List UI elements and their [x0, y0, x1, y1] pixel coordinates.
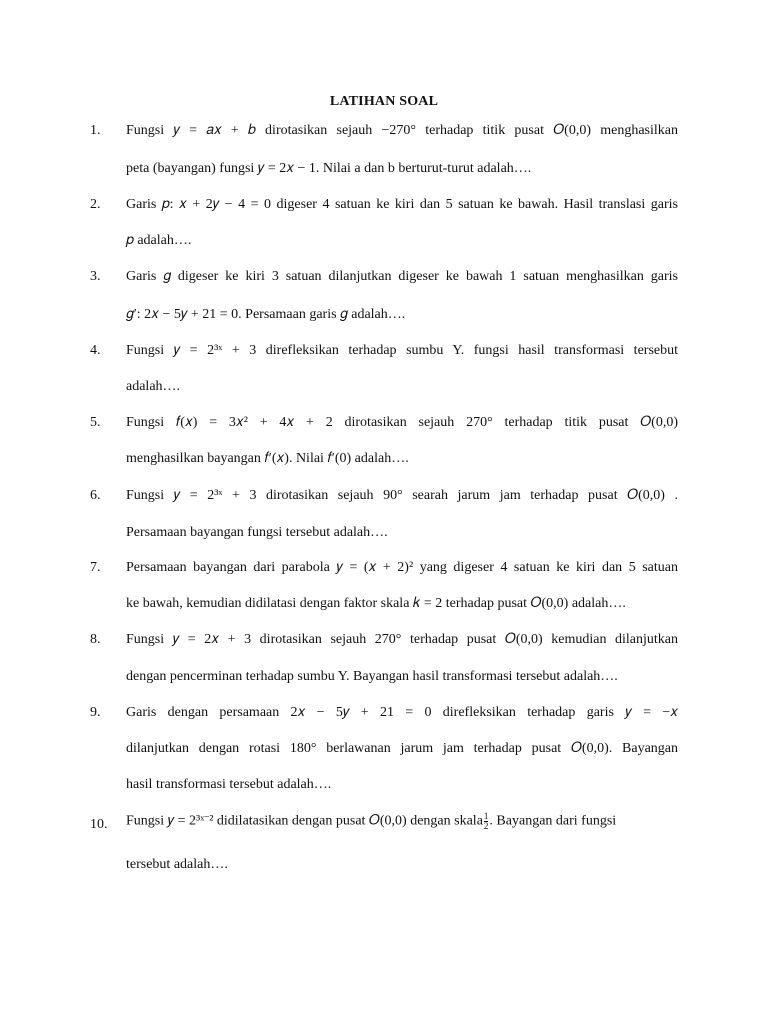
fraction-numerator: 1 [483, 811, 489, 821]
question-number: 5. [90, 415, 101, 430]
question-number: 3. [90, 269, 101, 284]
question-number: 1. [90, 123, 101, 138]
question-text-line: Fungsi 𝑓(𝑥) = 3𝑥² + 4𝑥 + 2 dirotasikan sejauh 270° terhadap titik pusat 𝑂(0,0) [126, 415, 678, 430]
question-text-line: Fungsi 𝑦 = 2³ˣ + 3 dirotasikan sejauh 90° searah jarum jam terhadap pusat 𝑂(0,0) . [126, 488, 678, 503]
question-number: 4. [90, 343, 101, 358]
question-text-segment: Fungsi 𝑦 = 2³ˣ⁻² didilatasikan dengan pusat 𝑂(0,0) dengan skala [126, 813, 483, 829]
question-number: 7. [90, 560, 101, 575]
fraction-denominator: 2 [483, 821, 489, 831]
question-number: 10. [90, 817, 108, 832]
fraction [484, 812, 489, 831]
question-text-line: peta (bayangan) fungsi 𝑦 = 2𝑥 − 1. Nilai a dan b berturut-turut adalah…. [126, 161, 532, 176]
question-text-line: Persamaan bayangan fungsi tersebut adalah…. [126, 525, 388, 540]
question-text-line: ke bawah, kemudian didilatasi dengan faktor skala 𝑘 = 2 terhadap pusat 𝑂(0,0) adalah…. [126, 596, 626, 611]
question-number: 2. [90, 197, 101, 212]
question-text-line: Fungsi 𝑦 = 𝑎𝑥 + 𝑏 dirotasikan sejauh −270° terhadap titik pusat 𝑂(0,0) menghasilkan [126, 123, 678, 138]
question-text-line: adalah…. [126, 379, 181, 394]
question-text-line: 𝑝 adalah…. [126, 233, 192, 248]
question-text-line: hasil transformasi tersebut adalah…. [126, 777, 332, 792]
question-text-line: Fungsi 𝑦 = 2³ˣ + 3 direfleksikan terhadap sumbu Y. fungsi hasil transformasi tersebut [126, 343, 678, 358]
question-text-line [126, 812, 678, 831]
question-number: 8. [90, 632, 101, 647]
question-text-line: tersebut adalah…. [126, 857, 228, 872]
question-text-line: Fungsi 𝑦 = 2𝑥 + 3 dirotasikan sejauh 270° terhadap pusat 𝑂(0,0) kemudian dilanjutkan [126, 632, 678, 647]
question-text-line: Garis 𝑔 digeser ke kiri 3 satuan dilanjutkan digeser ke bawah 1 satuan menghasilkan garis [126, 269, 678, 284]
question-number: 9. [90, 705, 101, 720]
page-title: LATIHAN SOAL [329, 94, 439, 109]
question-text-line: 𝑔′: 2𝑥 − 5𝑦 + 21 = 0. Persamaan garis 𝑔 adalah…. [126, 307, 406, 322]
question-text-line: Persamaan bayangan dari parabola 𝑦 = (𝑥 + 2)² yang digeser 4 satuan ke kiri dan 5 satuan [126, 560, 678, 575]
question-text-segment: . Bayangan dari fungsi [489, 813, 617, 829]
question-text-line: Garis 𝑝: 𝑥 + 2𝑦 − 4 = 0 digeser 4 satuan ke kiri dan 5 satuan ke bawah. Hasil translasi garis [126, 197, 678, 212]
question-text-line: Garis dengan persamaan 2𝑥 − 5𝑦 + 21 = 0 direfleksikan terhadap garis 𝑦 = −𝑥 [126, 705, 678, 720]
question-number: 6. [90, 488, 101, 503]
question-text-line: dilanjutkan dengan rotasi 180° berlawanan jarum jam terhadap pusat 𝑂(0,0). Bayangan [126, 741, 678, 756]
question-text-line: menghasilkan bayangan 𝑓′(𝑥). Nilai 𝑓′(0) adalah…. [126, 451, 409, 466]
question-text-line: dengan pencerminan terhadap sumbu Y. Bayangan hasil transformasi tersebut adalah…. [126, 669, 618, 684]
